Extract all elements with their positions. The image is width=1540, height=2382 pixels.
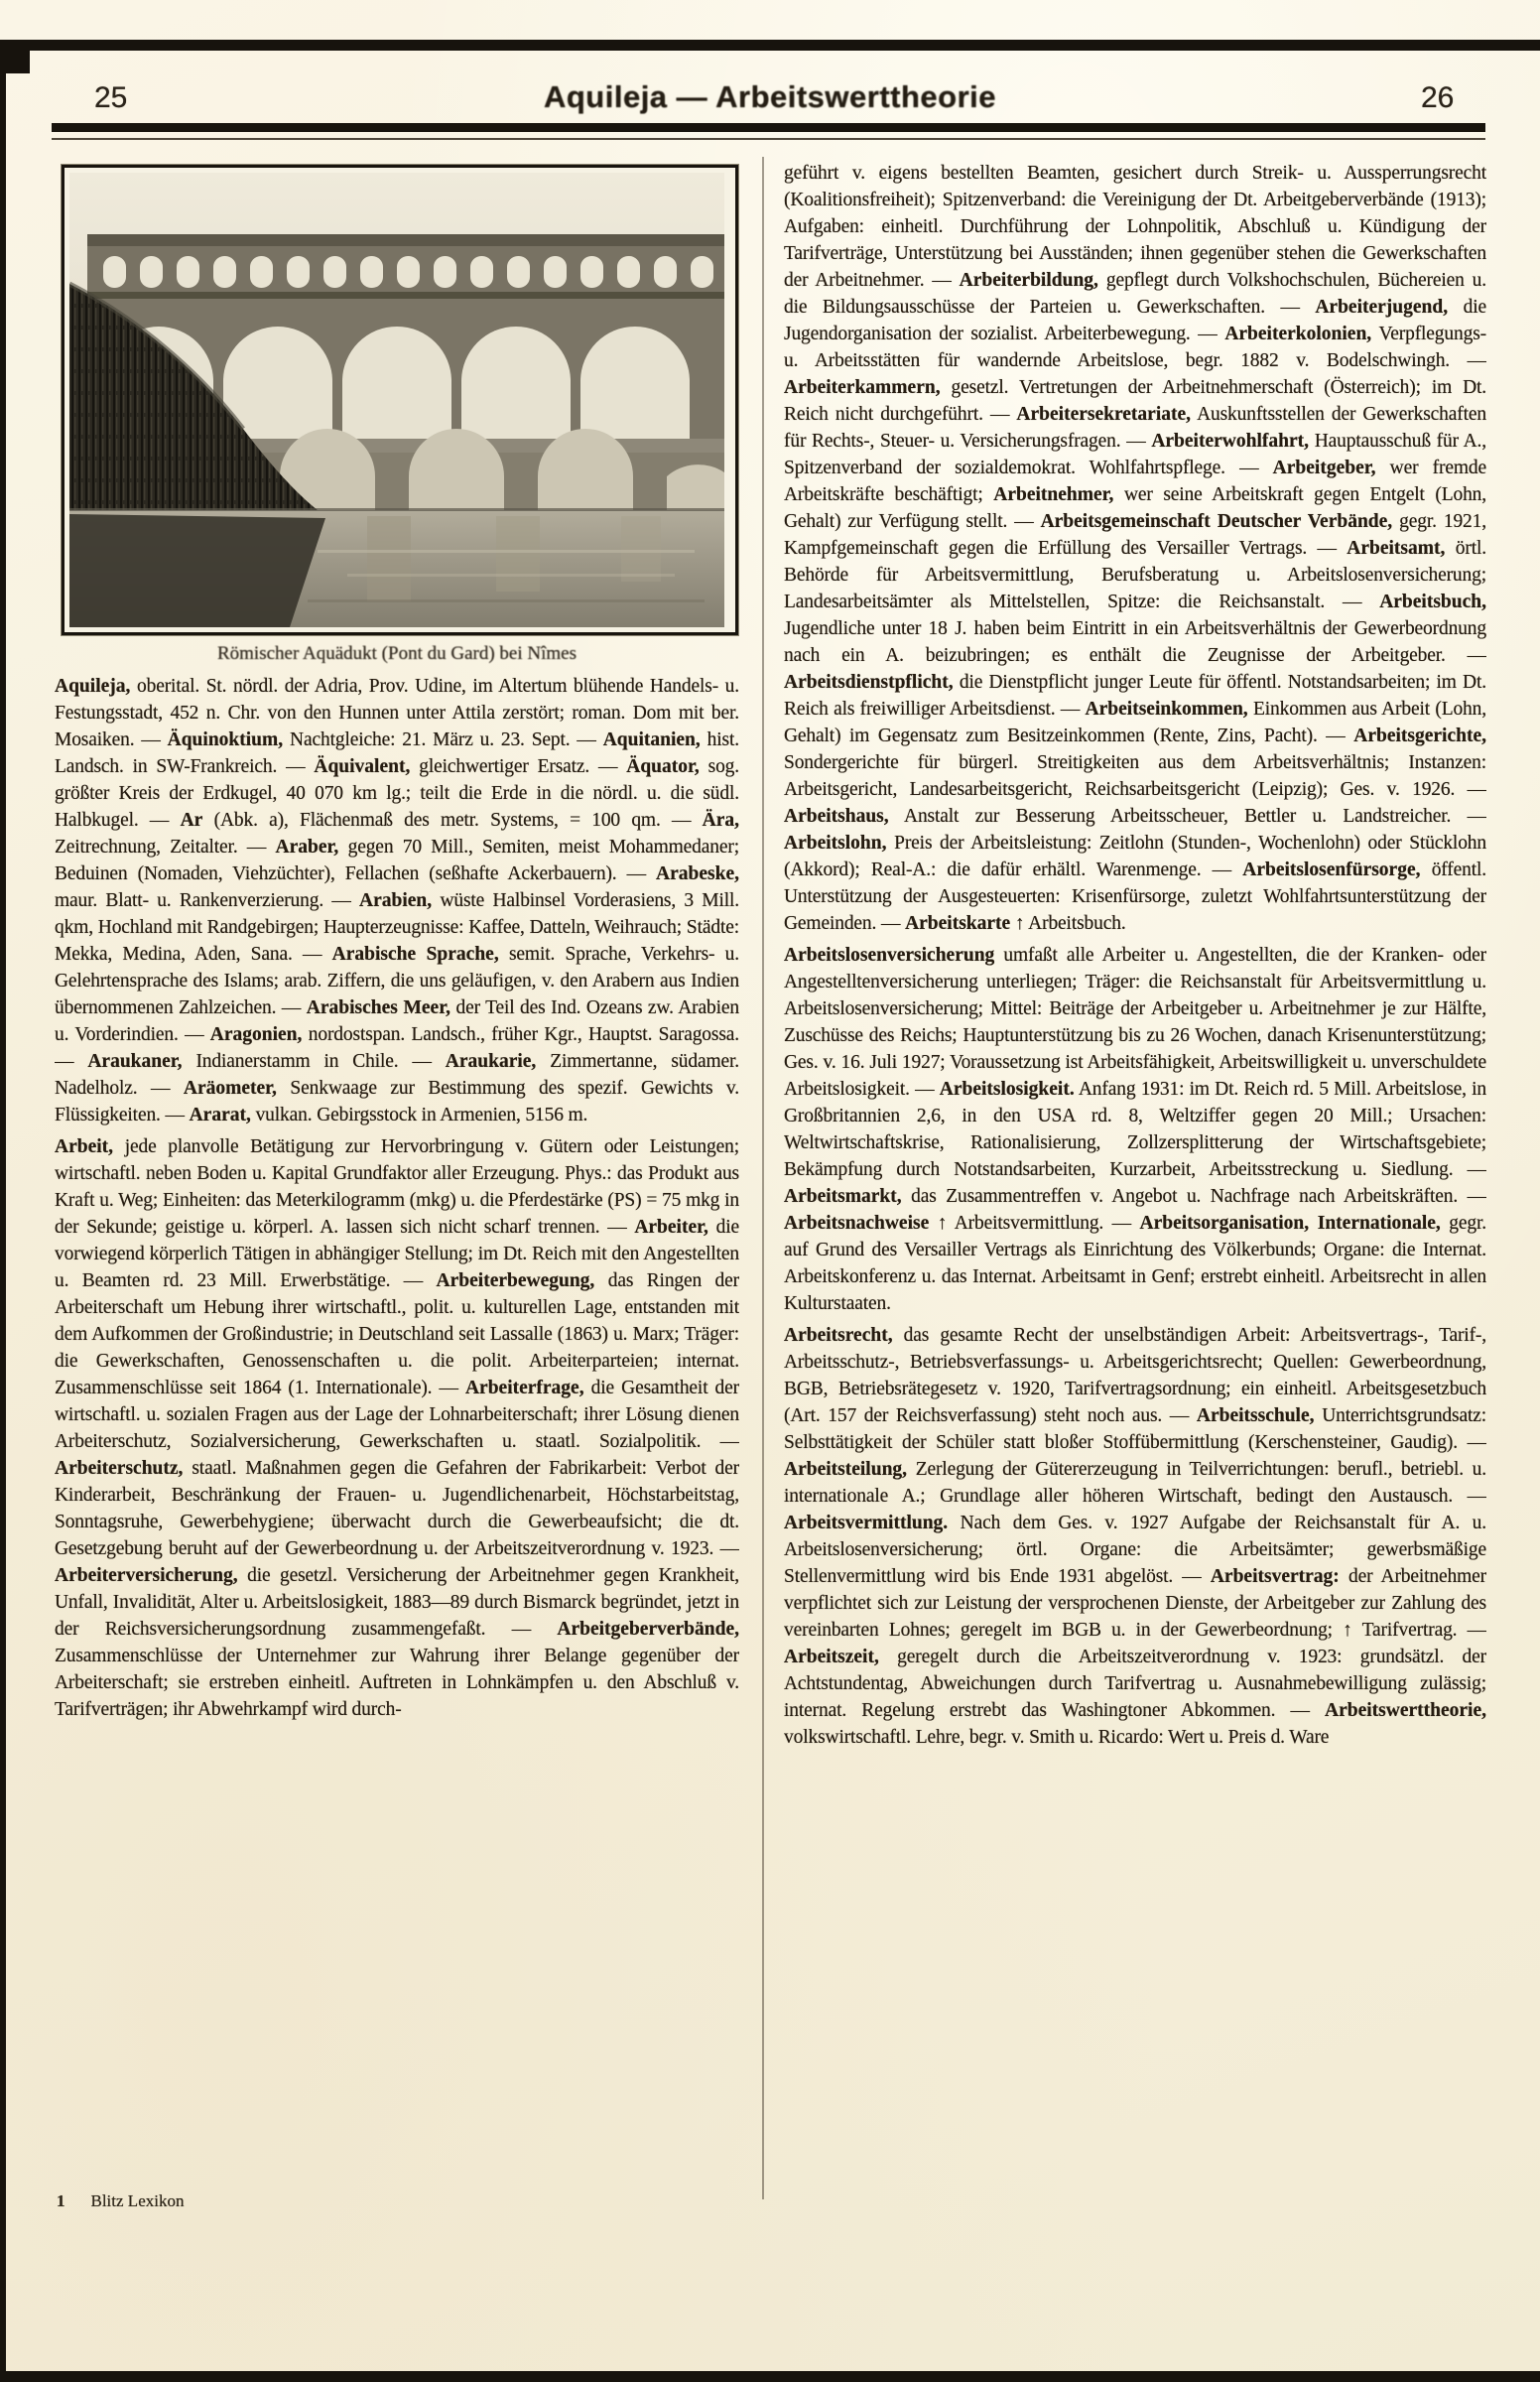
running-head-title: Aquileja — Arbeitswerttheorie [543,79,997,114]
lexicon-paragraph: geführt v. eigens bestellten Beamten, gesichert durch Streik- u. Aussperrungsrecht (Koalitionsfreiheit); Spitzenverband: die Vereinigung der Dt. Arbeitgeberverbände (1913); Aufgaben: einheitl. Durchführung der Lohnpolitik, Abschluß u. Kündigung der Tarifverträge, Unterstützung bei Ausständen; ihnen gegenüber stehen die Gewerkschaften der Arbeitnehmer. — Arbeiterbildung, gepflegt durch Volkshochschulen, Büchereien u. die Bildungsausschüsse der Parteien u. Gewerkschaften. — Arbeiterjugend, die Jugendorganisation der sozialist. Arbeiterbewegung. — Arbeiterkolonien, Verpflegungs- u. Arbeitsstätten für wandernde Arbeitslose, begr. 1882 v. Bodelschwingh. — Arbeiterkammern, gesetzl. Vertretungen der Arbeitnehmerschaft (Österreich); im Dt. Reich nicht durchgeführt. — Arbeitersekretariate, Auskunftsstellen der Gewerkschaften für Rechts-, Steuer- u. Versicherungsfragen. — Arbeiterwohlfahrt, Hauptausschuß für A., Spitzenverband der sozialdemokrat. Wohlfahrtspflege. — Arbeitgeber, wer fremde Arbeitskräfte beschäftigt; Arbeitnehmer, wer seine Arbeitskraft gegen Entgelt (Lohn, Gehalt) zur Verfügung stellt. — Arbeitsgemeinschaft Deutscher Verbände, gegr. 1921, Kampfgemeinschaft gegen die Erfüllung des Versailler Vertrags. — Arbeitsamt, örtl. Behörde für Arbeitsvermittlung, Berufsberatung u. Arbeitslosenversicherung; Landesarbeitsämter als Mittelstellen, Spitze: die Reichsanstalt. — Arbeitsbuch, Jugendliche unter 18 J. haben beim Eintritt in ein Arbeitsverhältnis der Gewerbeordnung nach ein A. beizubringen; es enthält die Zeugnisse der Arbeitgeber. — Arbeitsdienstpflicht, die Dienstpflicht junger Leute für öffentl. Notstandsarbeiten; im Dt. Reich als freiwilliger Arbeitsdienst. — Arbeitseinkommen, Einkommen aus Arbeit (Lohn, Gehalt) im Gegensatz zum Besitzeinkommen (Rente, Zins, Pacht). — Arbeitsgerichte, Sondergerichte für bürgerl. Streitigkeiten aus dem Arbeitsverhältnis; Instanzen: Arbeitsgericht, Landesarbeitsgericht, Reichsarbeitsgericht (Leipzig); Ges. v. 1926. — Arbeitshaus, Anstalt zur Besserung Arbeitsscheuer, Bettler u. Landstreicher. — Arbeitslohn, Preis der Arbeitsleistung: Zeitlohn (Stunden-, Wochenlohn) oder Stücklohn (Akkord); Real-A.: die dafür erhältl. Warenmenge. — Arbeitslosenfürsorge, öffentl. Unterstützung der Ausgesteuerten: Krisenfürsorge, zuletzt Wohlfahrtsunterstützung der Gemeinden. — Arbeitskarte ↑ Arbeitsbuch. [784,163,1486,934]
header-rule-thin [52,138,1485,140]
scan-edge-left [0,40,6,2382]
scan-edge-bottom [0,2371,1540,2382]
signature-mark [57,2191,184,2211]
aqueduct-photo [62,165,738,635]
aqueduct-photo-illustration [69,173,724,627]
scan-edge-corner [0,40,30,73]
header-rule-thick [52,123,1485,132]
photo-caption: Römischer Aquädukt (Pont du Gard) bei Nîmes [216,643,577,664]
column-divider-rule [762,157,764,2199]
scan-edge-top [0,40,1540,51]
page-number-left: 25 [94,81,128,114]
signature-number: 1 [57,2191,65,2210]
signature-series-title: Blitz Lexikon [90,2191,185,2210]
lexicon-paragraph: Arbeitsrecht, das gesamte Recht der unselbständigen Arbeit: Arbeitsvertrags-, Tarif-, Arbeitsschutz-, Betriebsverfassungs- u. Arbeitsgerichtsrecht; Quellen: Gewerbeordnung, BGB, Betriebsrätegesetz v. 1920, Tarifvertragsordnung; ein einheitl. Arbeitsgesetzbuch (Art. 157 der Reichsverfassung) steht noch aus. — Arbeitsschule, Unterrichtsgrundsatz: Selbsttätigkeit der Schüler statt bloßer Stoffübermittlung (Kerschensteiner, Gaudig). — Arbeitsteilung, Zerlegung der Gütererzeugung in Teilverrichtungen: berufl., betriebl. u. internationale A.; Grundlage aller höheren Wirtschaft, bedingt den Austausch. — Arbeitsvermittlung. Nach dem Ges. v. 1927 Aufgabe der Reichsanstalt für A. u. Arbeitslosenversicherung; örtl. Organe: die Arbeitsämter; gewerbsmäßige Stellenvermittlung wird bis Ende 1931 abgelöst. — Arbeitsvertrag: der Arbeitnehmer verpflichtet sich zur Leistung der versprochenen Dienste, der Arbeitgeber zur Zahlung des vereinbarten Lohnes; geregelt im BGB u. in der Gewerbeordnung; ↑ Tarifvertrag. — Arbeitszeit, geregelt durch die Arbeitszeitverordnung v. 1923: grundsätzl. der Achtstundentag, Abweichungen durch Tarifvertrag u. Ausnahmebewilligung zulässig; internat. Regelung erstrebt das Washingtoner Abkommen. — Arbeitswerttheorie, volkswirtschaftl. Lehre, begr. v. Smith u. Ricardo: Wert u. Preis d. Ware [784,1325,1486,1748]
lexicon-paragraph: Aquileja, oberital. St. nördl. der Adria, Prov. Udine, im Altertum blühende Handels- u. Festungsstadt, 452 n. Chr. von den Hunnen unter Attila zerstört; roman. Dom mit ber. Mosaiken. — Äquinoktium, Nachtgleiche: 21. März u. 23. Sept. — Aquitanien, hist. Landsch. in SW-Frankreich. — Äquivalent, gleichwertiger Ersatz. — Äquator, sog. größter Kreis der Erdkugel, 40 070 km lg.; teilt die Erde in die nördl. u. die südl. Halbkugel. — Ar (Abk. a), Flächenmaß des metr. Systems, = 100 qm. — Ära, Zeitrechnung, Zeitalter. — Araber, gegen 70 Mill., Semiten, meist Mohammedaner; Beduinen (Nomaden, Viehzüchter), Fellachen (seßhafte Ackerbauern). — Arabeske, maur. Blatt- u. Rankenverzierung. — Arabien, wüste Halbinsel Vorderasiens, 3 Mill. qkm, Hochland mit Randgebirgen; Haupterzeugnisse: Kaffee, Datteln, Weihrauch; Städte: Mekka, Medina, Aden, Sana. — Arabische Sprache, semit. Sprache, Verkehrs- u. Gelehrtensprache des Islams; arab. Ziffern, die uns geläufigen, v. den Arabern aus Indien übernommenen Zahlzeichen. — Arabisches Meer, der Teil des Ind. Ozeans zw. Arabien u. Vorderindien. — Aragonien, nordostspan. Landsch., früher Kgr., Hauptst. Saragossa. — Araukaner, Indianerstamm in Chile. — Araukarie, Zimmertanne, südamer. Nadelholz. — Aräometer, Senkwaage zur Bestimmung des spezif. Gewichts v. Flüssigkeiten. — Ararat, vulkan. Gebirgsstock in Armenien, 5156 m. [55,676,739,1125]
text-column-right [784,160,1486,2200]
lexicon-paragraph: Arbeitslosenversicherung umfaßt alle Arbeiter u. Angestellten, die der Kranken- oder Angestelltenversicherung unterliegen; Träger: die Reichsanstalt für Arbeitsvermittlung u. Arbeitslosenversicherung; Mittel: Beiträge der Arbeitgeber u. Arbeitnehmer je zur Hälfte, Zuschüsse des Reichs; Hauptunterstützung bis zu 26 Wochen, danach Krisenunterstützung; Ges. v. 16. Juli 1927; Voraussetzung ist Arbeitsfähigkeit, Arbeitswilligkeit u. unverschuldete Arbeitslosigkeit. — Arbeitslosigkeit. Anfang 1931: im Dt. Reich rd. 5 Mill. Arbeitslose, in Großbritannien 2,6, in den USA rd. 8, Weltziffer gegen 20 Mill.; Ursachen: Weltwirtschaftskrise, Rationalisierung, Zollzersplitterung der Wirtschaftsgebiete; Bekämpfung durch Notstandsarbeiten, Kurzarbeit, Arbeitsstreckung u. Siedlung. — Arbeitsmarkt, das Zusammentreffen v. Angebot u. Nachfrage nach Arbeitskräften. — Arbeitsnachweise ↑ Arbeitsvermittlung. — Arbeitsorganisation, Internationale, gegr. auf Grund des Versailler Vertrags als Einrichtung des Völkerbunds; Organe: die Internat. Arbeitskonferenz u. das Internat. Arbeitsamt in Genf; erstrebt einheitl. Arbeitsrecht in allen Kulturstaaten. [784,945,1486,1314]
text-column-left [55,673,739,2189]
water-and-reflections [69,508,724,627]
page-number-right: 26 [1421,81,1455,114]
lexicon-paragraph: Arbeit, jede planvolle Betätigung zur Hervorbringung v. Gütern oder Leistungen; wirtschaftl. neben Boden u. Kapital Grundfaktor aller Erzeugung. Phys.: das Produkt aus Kraft u. Weg; Einheiten: das Meterkilogramm (mkg) u. die Pferdestärke (PS) = 75 mkg in der Sekunde; geistige u. körperl. A. lassen sich nicht scharf trennen. — Arbeiter, die vorwiegend körperlich Tätigen in abhängiger Stellung; im Dt. Reich mit den Angestellten u. Beamten rd. 23 Mill. Erwerbstätige. — Arbeiterbewegung, das Ringen der Arbeiterschaft um Hebung ihrer wirtschaftl., polit. u. kulturellen Lage, entstanden mit dem Aufkommen der Großindustrie; in Deutschland seit Lassalle (1863) u. Marx; Träger: die Gewerkschaften, Genossenschaften u. die polit. Arbeiterparteien; internat. Zusammenschlüsse seit 1864 (1. Internationale). — Arbeiterfrage, die Gesamtheit der wirtschaftl. u. sozialen Fragen aus der Lage der Lohnarbeiterschaft; ihrer Lösung dienen Arbeiterschutz, Sozialversicherung, Gewerkschaften u. staatl. Sozialpolitik. — Arbeiterschutz, staatl. Maßnahmen gegen die Gefahren der Fabrikarbeit: Verbot der Kinderarbeit, Beschränkung der Frauen- u. Jugendlichenarbeit, Höchstarbeitstag, Sonntagsruhe, Gewerbehygiene; überwacht durch die Gewerbeaufsicht; die dt. Gesetzgebung beruht auf der Gewerbeordnung u. der Arbeitszeitverordnung v. 1923. — Arbeiterversicherung, die gesetzl. Versicherung der Arbeitnehmer gegen Krankheit, Unfall, Invalidität, Alter u. Arbeitslosigkeit, 1883—89 durch Bismarck begründet, jetzt in der Reichsversicherungsordnung zusammengefaßt. — Arbeitgeberverbände, Zusammenschlüsse der Unternehmer zur Wahrung ihrer Belange gegenüber der Arbeiterschaft; sie erstreben einheitl. Auftreten in Lohnkämpfen u. den Abschluß v. Tarifverträgen; ihr Abwehrkampf wird durch- [55,1136,739,1720]
